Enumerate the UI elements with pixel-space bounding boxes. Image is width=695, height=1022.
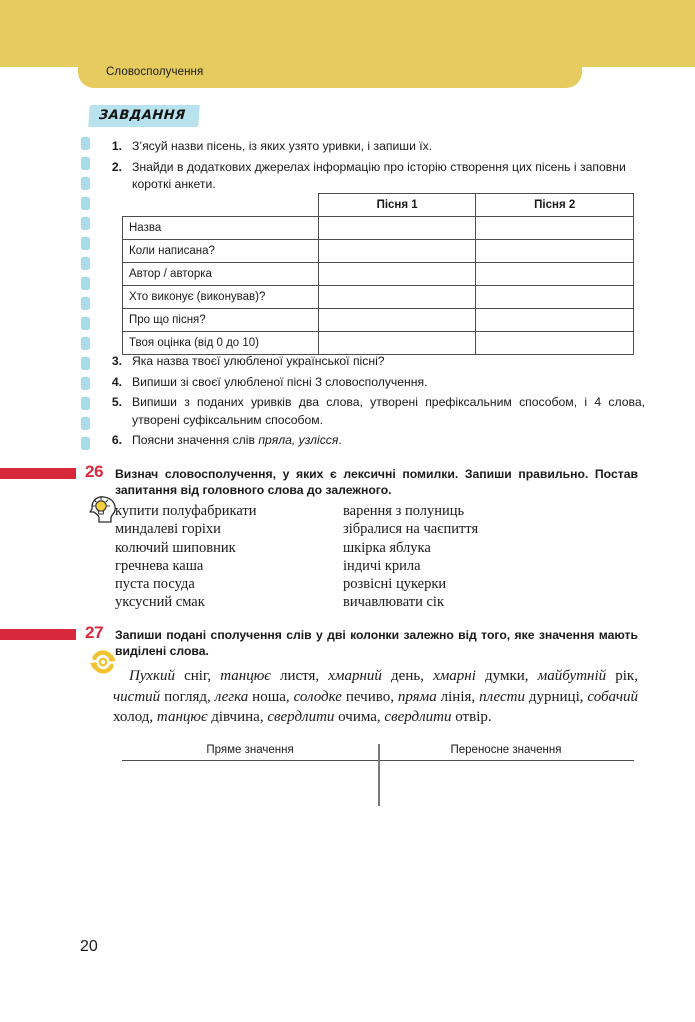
word-phrase-left: купити полуфабрикати — [115, 503, 257, 519]
word-phrase-right: зібралися на чаєпиття — [343, 521, 479, 538]
row-label: Хто виконує (виконував)? — [123, 286, 319, 309]
exercise-26-title: Визнач словосполучення, у яких є лексичні помилки. Запиши правильно. Постав запитання від головного слова до залежного. — [115, 467, 638, 497]
margin-marker — [81, 437, 90, 450]
task-text — [124, 432, 645, 450]
column-header-song1: Пісня 1 — [318, 194, 476, 217]
table-row — [123, 263, 634, 286]
list-item — [100, 138, 645, 156]
margin-marker — [81, 297, 90, 310]
header-yellow-band — [0, 0, 695, 67]
margin-marker — [81, 377, 90, 390]
margin-marker — [81, 317, 90, 330]
word-pair-row — [115, 593, 635, 611]
word-pair-row — [115, 502, 635, 520]
row-label: Автор / авторка — [123, 263, 319, 286]
phrase-text: думки, — [475, 668, 538, 684]
row-label: Назва — [123, 217, 319, 240]
phrase-text: печиво, — [341, 688, 398, 705]
list-item — [100, 432, 645, 450]
word-phrase-left: пуста посуда — [115, 576, 195, 593]
highlighted-word: плести — [479, 688, 525, 705]
cell-song2[interactable] — [476, 332, 634, 355]
songs-questionnaire-table — [122, 193, 634, 355]
margin-marker — [81, 237, 90, 250]
exercise-27-title: Запиши подані сполучення слів у дві колонки залежно від того, яке значення мають виділені слова. — [115, 628, 638, 658]
word-phrase-left: гречнева каша — [115, 557, 204, 574]
exercise-26-word-pairs — [115, 502, 635, 612]
margin-marker — [81, 177, 90, 190]
word-phrase-left: миндалеві горіхи — [115, 521, 221, 538]
row-label: Твоя оцінка (від 0 до 10) — [123, 332, 319, 355]
highlighted-word: танцює — [220, 668, 271, 684]
margin-marker — [81, 137, 90, 150]
cell-song1[interactable] — [318, 286, 476, 309]
task-list-top — [100, 138, 645, 197]
task-number: 5. — [111, 395, 122, 409]
phrase-text: погляд, — [160, 688, 215, 705]
task-number: 2. — [111, 159, 122, 174]
highlighted-word: хмарні — [433, 668, 476, 684]
exercise-26-red-bar — [0, 468, 76, 479]
phrase-text: рік, — [606, 668, 638, 684]
margin-marker — [81, 257, 90, 270]
margin-marker — [81, 337, 90, 350]
margin-marker — [81, 397, 90, 410]
cell-song1[interactable] — [318, 263, 476, 286]
word-pair-row — [115, 575, 635, 593]
task-text: Випиши з поданих уривків два слова, утворені префіксальним способом, і 4 слова, утворені суфіксальним способом. — [132, 395, 645, 427]
task-number: 6. — [111, 433, 122, 447]
cell-song2[interactable] — [476, 286, 634, 309]
cell-song1[interactable] — [318, 332, 476, 355]
exercise-27-red-bar — [0, 629, 76, 640]
margin-marker — [81, 217, 90, 230]
list-item — [100, 374, 645, 392]
margin-marker — [81, 157, 90, 170]
margin-marker — [81, 277, 90, 290]
word-phrase-right: розвісні цукерки — [343, 576, 447, 593]
word-pair-row — [115, 539, 635, 557]
word-phrase-left: уксусний смак — [115, 594, 205, 611]
phrase-text: очима, — [334, 709, 385, 726]
task-number: 1. — [111, 139, 122, 153]
phrase-text: дурниці, — [524, 688, 588, 705]
highlighted-word: собачий — [587, 688, 639, 705]
cell-song2[interactable] — [476, 263, 634, 286]
word-phrase-right: шкірка яблука — [343, 539, 431, 556]
word-pair-row — [115, 557, 635, 575]
column-header-song2: Пісня 2 — [476, 194, 634, 217]
list-item — [100, 394, 645, 429]
cell-song1[interactable] — [318, 309, 476, 332]
word-phrase-right: варення з полуниць — [343, 503, 465, 519]
row-label: Коли написана? — [123, 240, 319, 263]
highlighted-word: майбутній — [537, 668, 607, 684]
word-phrase-right: вичавлювати сік — [343, 594, 445, 611]
word-pair-row — [115, 520, 635, 538]
task-number: 4. — [111, 374, 122, 389]
highlighted-word: пряма — [397, 688, 437, 705]
tasks-badge: ЗАВДАННЯ — [88, 105, 199, 127]
page-title: Словосполучення — [106, 66, 204, 78]
phrase-text: холод, — [113, 709, 157, 726]
meanings-table — [122, 744, 634, 806]
task-list-bottom — [100, 353, 645, 453]
cell-song2[interactable] — [476, 217, 634, 240]
highlighted-word: легка — [214, 688, 249, 705]
column-header-direct-meaning: Пряме значення — [206, 744, 294, 756]
table-corner-cell — [123, 194, 319, 217]
phrase-text: дівчина, — [207, 709, 268, 726]
phrase-text: листя, — [270, 668, 329, 684]
task-text: Яка назва твоєї улюбленої української пісні? — [132, 354, 385, 368]
margin-marker — [81, 197, 90, 210]
margin-marker — [81, 417, 90, 430]
cell-song1[interactable] — [318, 217, 476, 240]
task-text-before: Поясни значення слів — [132, 433, 259, 447]
highlighted-word: чистий — [113, 688, 161, 705]
table-header-row — [123, 194, 634, 217]
page-number: 20 — [80, 938, 98, 955]
phrase-text: ноша, — [248, 688, 294, 705]
task-text: З’ясуй назви пісень, із яких узято уривки, і запиши їх. — [132, 139, 433, 153]
highlighted-word: свердлити — [267, 709, 335, 726]
task-text: Знайди в додаткових джерелах інформацію про історію створення цих пісень і заповни короткі анкети. — [132, 159, 626, 191]
task-text: Випиши зі своєї улюбленої пісні 3 словосполучення. — [132, 374, 428, 389]
highlighted-word: хмарний — [328, 668, 382, 684]
row-label: Про що пісня? — [123, 309, 319, 332]
table-row — [123, 240, 634, 263]
task-text-italic: пряла, узлісся — [258, 433, 339, 447]
highlighted-word: Пухкий — [129, 668, 175, 684]
highlighted-word: танцює — [156, 709, 208, 726]
table-row — [123, 309, 634, 332]
exercise-26-number: 26 — [85, 462, 104, 481]
cell-song1[interactable] — [318, 240, 476, 263]
exercise-27-number: 27 — [85, 623, 104, 642]
cell-song2[interactable] — [476, 309, 634, 332]
word-phrase-right: індичі крила — [343, 557, 421, 574]
phrase-text: отвір. — [451, 709, 492, 726]
cell-song2[interactable] — [476, 240, 634, 263]
phrase-text: день, — [381, 668, 434, 684]
highlighted-word: солодке — [293, 688, 342, 705]
phrase-text: сніг, — [174, 668, 221, 684]
list-item — [100, 353, 645, 371]
column-header-figurative-meaning: Переносне значення — [450, 744, 562, 756]
exercise-27-phrases — [113, 666, 638, 728]
task-number: 3. — [111, 354, 122, 368]
highlighted-word: свердлити — [384, 709, 452, 726]
margin-marker — [81, 357, 90, 370]
phrase-text: лінія, — [436, 688, 480, 705]
word-phrase-left: колючий шиповник — [115, 539, 236, 556]
table-row — [123, 332, 634, 355]
meanings-table-divider — [378, 744, 380, 806]
task-text-after: . — [338, 433, 342, 447]
list-item — [100, 159, 645, 194]
margin-marker-strip — [81, 137, 90, 439]
table-row — [123, 217, 634, 240]
table-row — [123, 286, 634, 309]
